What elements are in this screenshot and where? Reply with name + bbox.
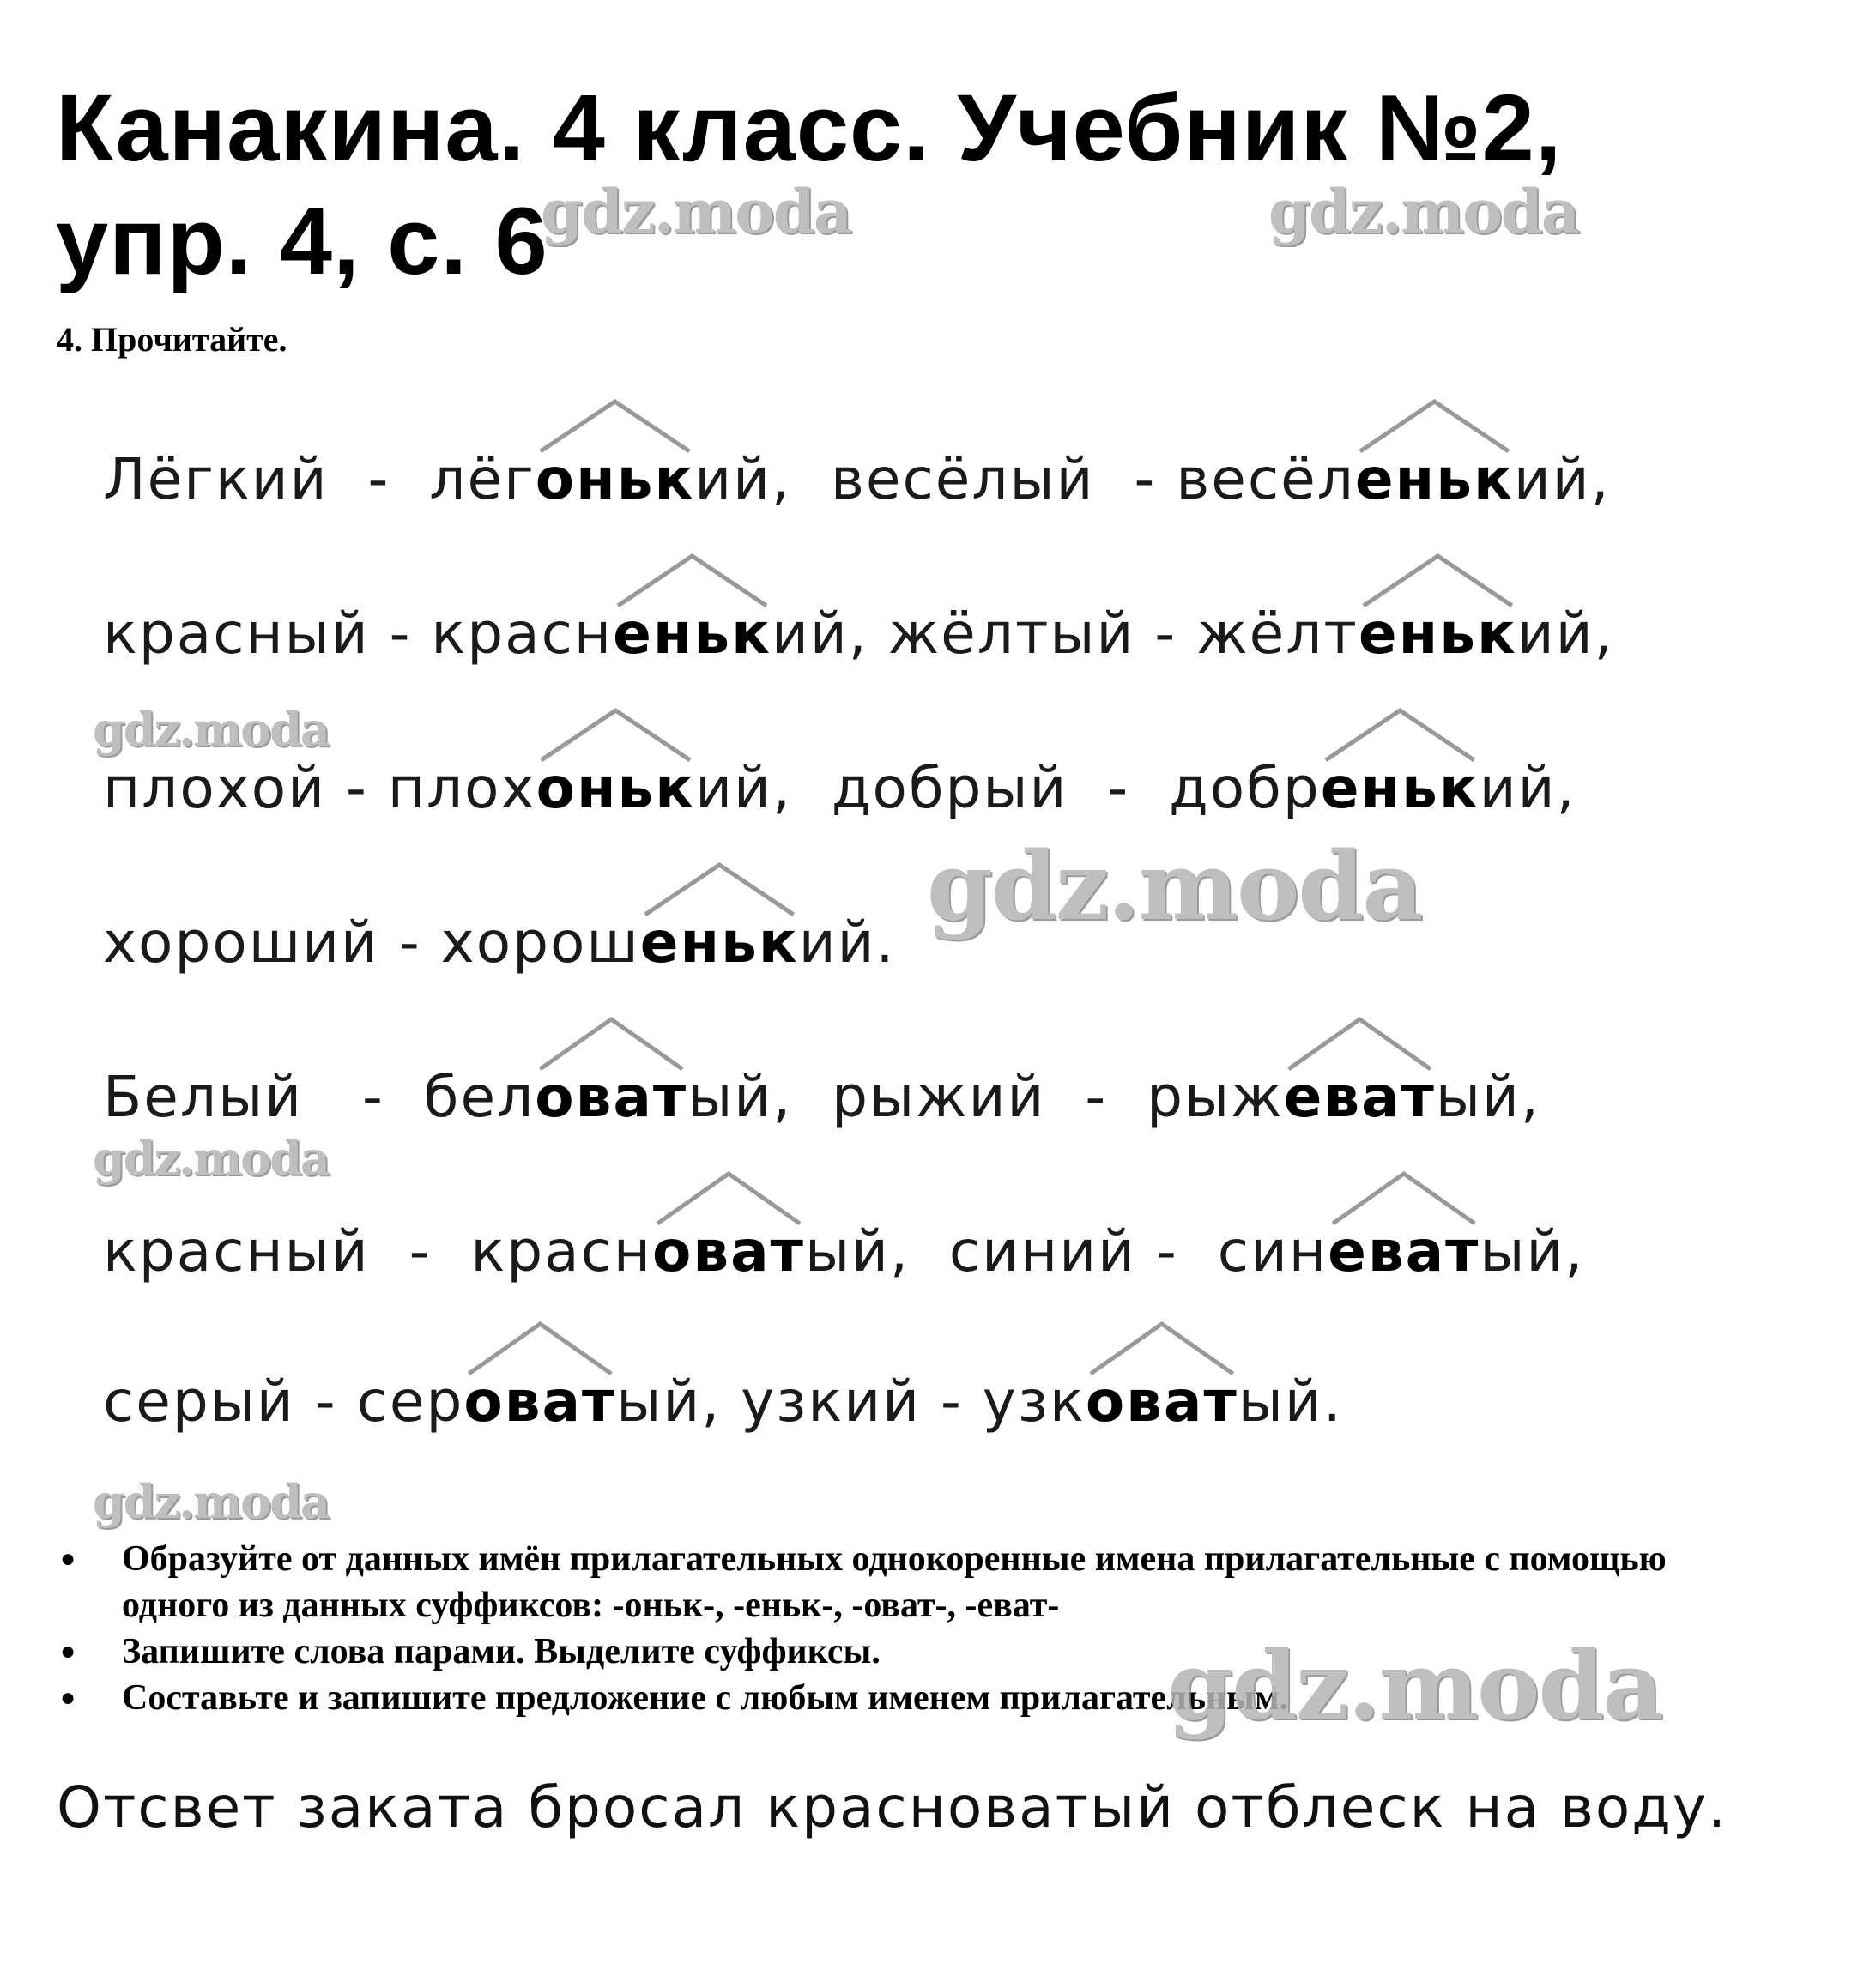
watermark: gdz.moda bbox=[93, 1474, 329, 1529]
suffix-arc-mark bbox=[1364, 556, 1512, 606]
word-line-5 bbox=[103, 1064, 1540, 1130]
task-item: ● Составьте и запишите предложение с любым именем прилагательным. bbox=[57, 1675, 1773, 1721]
word-text: ый, синий - син bbox=[804, 1218, 1328, 1284]
word-text: плохой - плох bbox=[103, 755, 536, 821]
title-line-2: упр. 4, с. 6 bbox=[56, 189, 548, 294]
task-item: ● Запишите слова парами. Выделите суффиксы. bbox=[57, 1629, 1773, 1675]
word-line-1 bbox=[103, 446, 1611, 512]
suffix-arc-mark bbox=[1333, 1174, 1474, 1224]
suffix-text: еньк bbox=[639, 909, 799, 976]
word-line-3 bbox=[103, 755, 1576, 821]
watermark: gdz.moda bbox=[927, 831, 1422, 941]
suffix-text: еньк bbox=[1320, 755, 1480, 821]
word-text: красный - красн bbox=[103, 601, 614, 667]
task-item: ● Образуйте от данных имён прилагательных однокоренные имена прилагательные с помощью одного из данных суффиксов: -оньк-, -еньк-, -оват-, -еват- bbox=[57, 1536, 1773, 1629]
suffix-text: оват bbox=[652, 1218, 805, 1284]
suffix-arc-mark bbox=[1360, 402, 1509, 451]
word-line-6 bbox=[103, 1218, 1584, 1284]
word-text: ый, bbox=[1435, 1064, 1540, 1130]
suffix-arc-mark bbox=[657, 1174, 800, 1224]
bullet-icon: ● bbox=[60, 1637, 76, 1665]
suffix-arc-mark bbox=[618, 556, 766, 606]
suffix-arc-mark bbox=[542, 710, 690, 760]
suffix-arc-mark bbox=[645, 865, 794, 915]
watermark: gdz.moda bbox=[93, 1131, 329, 1186]
suffix-arc-mark bbox=[1091, 1324, 1233, 1374]
suffix-text: оньк bbox=[536, 755, 696, 821]
word-line-7 bbox=[103, 1369, 1343, 1435]
suffix-arc-mark bbox=[469, 1324, 611, 1374]
watermark: gdz.moda bbox=[93, 702, 329, 757]
word-text: ий. bbox=[798, 909, 896, 976]
suffix-arc-mark bbox=[1289, 1019, 1431, 1069]
suffix-text: еньк bbox=[1354, 446, 1514, 512]
word-text: ый, узкий - узк bbox=[616, 1369, 1086, 1435]
suffix-arc-mark bbox=[541, 402, 689, 451]
suffix-arc-mark bbox=[540, 1019, 682, 1069]
suffix-text: еват bbox=[1328, 1218, 1480, 1284]
word-text: ый, рыжий - рыж bbox=[687, 1064, 1284, 1130]
watermark: gdz.moda bbox=[541, 176, 851, 247]
answer-sentence: Отсвет заката бросал красноватый отблеск на воду. bbox=[57, 1774, 1728, 1840]
suffix-arc-mark bbox=[1326, 710, 1474, 760]
suffix-text: еньк bbox=[1358, 601, 1517, 667]
suffix-text: оват bbox=[463, 1369, 617, 1435]
word-text: ый. bbox=[1238, 1369, 1343, 1435]
word-text: ий, весёлый - весёл bbox=[694, 446, 1355, 512]
exercise-label: 4. Прочитайте. bbox=[57, 320, 287, 359]
word-text: Лёгкий - лёг bbox=[103, 446, 536, 512]
word-line-4 bbox=[103, 909, 895, 976]
suffix-text: оват bbox=[1085, 1369, 1238, 1435]
word-text: Белый - бел bbox=[103, 1064, 536, 1130]
watermark: gdz.moda bbox=[1268, 176, 1579, 247]
suffix-text: еньк bbox=[613, 601, 772, 667]
word-text: хороший - хорош bbox=[103, 909, 640, 976]
word-text: ый, bbox=[1480, 1218, 1585, 1284]
title-line-1: Канакина. 4 класс. Учебник №2, bbox=[56, 76, 1563, 181]
suffix-text: оньк bbox=[535, 446, 695, 512]
watermark: gdz.moda bbox=[1167, 1630, 1662, 1741]
word-text: красный - красн bbox=[103, 1218, 653, 1284]
word-text: ий, bbox=[1513, 446, 1611, 512]
suffix-text: еват bbox=[1283, 1064, 1436, 1130]
word-line-2 bbox=[103, 601, 1614, 667]
bullet-icon: ● bbox=[60, 1683, 76, 1712]
word-text: серый - сер bbox=[103, 1369, 464, 1435]
word-text: ий, bbox=[1479, 755, 1576, 821]
word-text: ий, добрый - добр bbox=[695, 755, 1321, 821]
suffix-text: оват bbox=[535, 1064, 688, 1130]
word-text: ий, bbox=[1516, 601, 1614, 667]
word-text: ий, жёлтый - жёлт bbox=[771, 601, 1359, 667]
bullet-icon: ● bbox=[60, 1544, 76, 1573]
